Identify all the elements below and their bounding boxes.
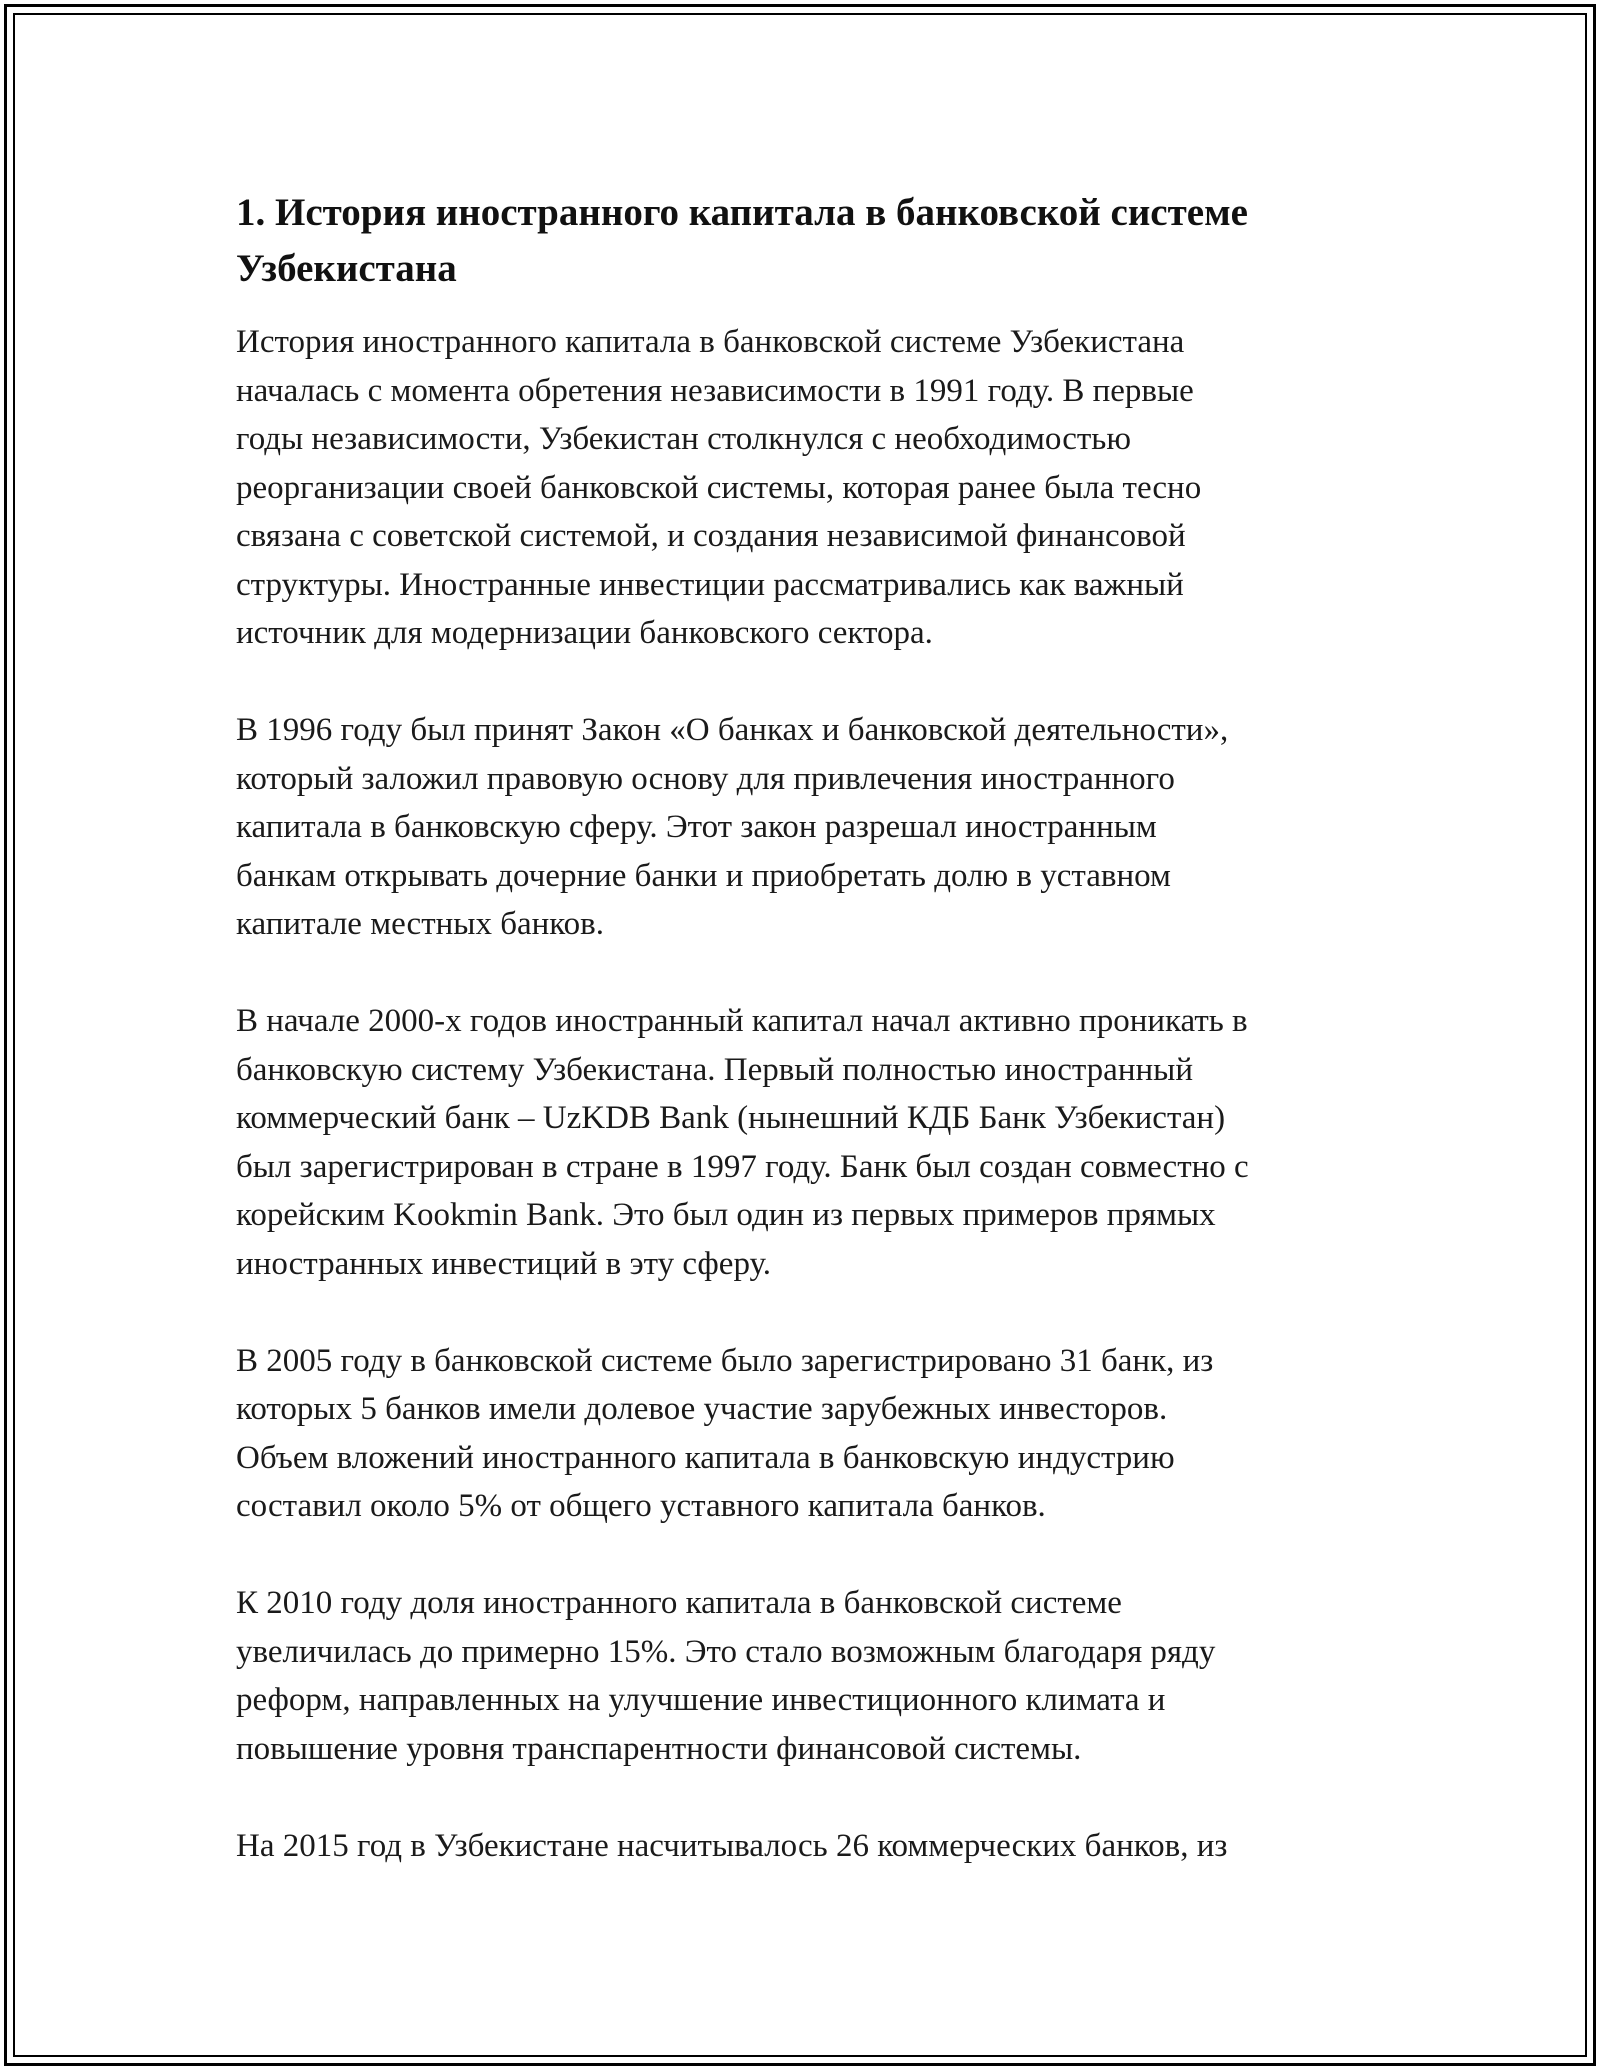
section-heading: 1. История иностранного капитала в банковской системе Узбекистана (236, 191, 1248, 290)
paragraph-2010: К 2010 году доля иностранного капитала в банковской системе увеличилась до примерно 15%. Это стало возможным благодаря ряду реформ, направленных на улучшение инвестиционного климата и повышение уровня транспарентности финансовой системы. (236, 1585, 1216, 1767)
paragraph-independence: История иностранного капитала в банковской системе Узбекистана началась с момента обретения независимости в 1991 году. В первые годы независимости, Узбекистан столкнулся с необходимостью реорганизации своей банковской системы, которая ранее была тесно связана с советской системой, и создания независимой финансовой структуры. Иностранные инвестиции рассматривались как важный источник для модернизации банковского сектора. (236, 324, 1202, 651)
paragraph-early-2000s: В начале 2000-х годов иностранный капитал начал активно проникать в банковскую систему Узбекистана. Первый полностью иностранный коммерческий банк – UzKDB Bank (нынешний КДБ Банк Узбекистан) был зарегистрирован в стране в 1997 году. Банк был создан совместно с корейским Kookmin Bank. Это был один из первых примеров прямых иностранных инвестиций в эту сферу. (236, 1003, 1249, 1282)
paragraph-banking-law-1996: В 1996 году был принят Закон «О банках и банковской деятельности», который заложил правовую основу для привлечения иностранного капитала в банковскую сферу. Этот закон разрешал иностранным банкам открывать дочерние банки и приобретать долю в уставном капитале местных банков. (236, 712, 1229, 942)
paragraph-2005: В 2005 году в банковской системе было зарегистрировано 31 банк, из которых 5 банков имели долевое участие зарубежных инвесторов. Объем вложений иностранного капитала в банковскую индустрию составил около 5% от общего уставного капитала банков. (236, 1342, 1214, 1524)
document-body (236, 185, 1386, 1919)
paragraph-2015: На 2015 год в Узбекистане насчитывалось 26 коммерческих банков, из (236, 1827, 1228, 1864)
